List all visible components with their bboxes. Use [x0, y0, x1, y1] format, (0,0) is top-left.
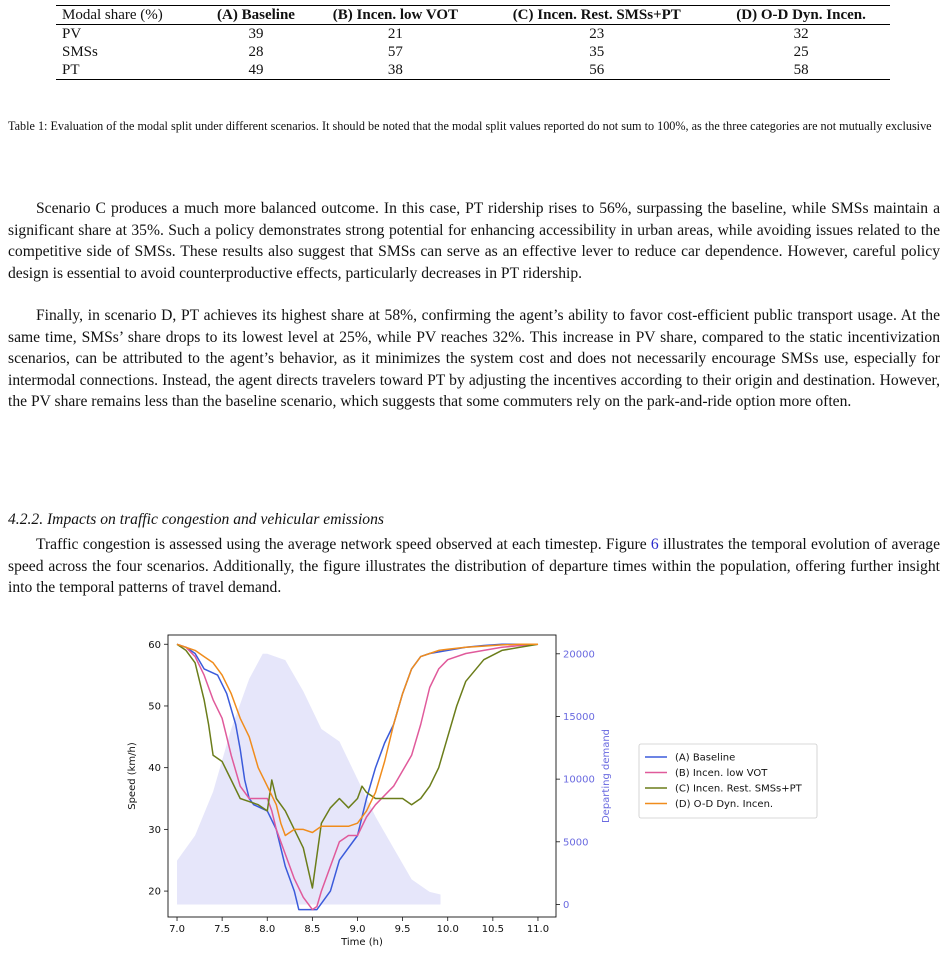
- table-cell: 56: [589, 62, 605, 78]
- table-cell: 25: [793, 44, 809, 60]
- section-heading: 4.2.2. Impacts on traffic congestion and vehicular emissions: [8, 511, 384, 528]
- y-tick-label: 30: [148, 824, 161, 836]
- legend-label: (A) Baseline: [675, 752, 736, 764]
- paragraph-text: illustrates the temporal evolution of average speed across the four scenarios. Additionally, the figure illustrates the distribution of departure times within the population, offering further insight into the temporal patterns of travel demand.: [8, 536, 940, 596]
- table-row: [56, 61, 890, 80]
- x-tick-label: 7.5: [214, 924, 231, 935]
- table-header-row: [56, 6, 890, 25]
- legend-label: (C) Incen. Rest. SMSs+PT: [675, 783, 802, 795]
- table-cell: 21: [387, 26, 403, 42]
- table-cell: 23: [589, 26, 605, 42]
- y-tick-label: 50: [148, 701, 161, 713]
- table-header-cell: (D) O-D Dyn. Incen.: [736, 7, 866, 23]
- table-cell: 28: [248, 44, 264, 60]
- chart-legend: [639, 744, 817, 818]
- table-header-cell: (C) Incen. Rest. SMSs+PT: [512, 7, 681, 23]
- x-axis-label: Time (h): [341, 937, 383, 948]
- table-cell: 57: [387, 44, 403, 60]
- table-row: [56, 43, 890, 61]
- table-cell: 49: [248, 62, 264, 78]
- table-header-cell: Modal share (%): [62, 7, 163, 23]
- table-cell: PT: [62, 62, 80, 78]
- table-cell: 58: [793, 62, 809, 78]
- table-caption: Table 1: Evaluation of the modal split under different scenarios. It should be noted that the modal split values reported do not sum to 100%, as the three categories are not mutually exclusive: [8, 119, 932, 133]
- legend-label: (B) Incen. low VOT: [675, 768, 768, 779]
- table-cell: PV: [62, 26, 82, 42]
- figure-link[interactable]: 6: [650, 536, 659, 553]
- table-header-cell: (B) Incen. low VOT: [332, 7, 459, 23]
- plot-area: [127, 635, 612, 948]
- x-tick-label: 11.0: [526, 924, 550, 935]
- y-tick-label: 60: [148, 639, 161, 651]
- table-header-cell: (A) Baseline: [217, 7, 295, 23]
- table-cell: 32: [793, 26, 809, 42]
- paragraph-scenario-c: Scenario C produces a much more balanced outcome. In this case, PT ridership rises to 56%, surpassing the baseline, while SMSs maintain a significant share at 35%. Such a policy demonstrates strong potential for enhancing accessibility in urban areas, while avoiding issues related to the competitive side of SMSs. These results also suggest that SMSs can serve as an effective lever to reduce car dependence. However, careful policy design is essential to avoid counterproductive effects, particularly decreases in PT ridership.: [8, 200, 940, 282]
- y-right-tick-label: 5000: [563, 837, 589, 849]
- paragraph-congestion: [8, 534, 940, 599]
- y-right-axis-label: Departing demand: [601, 728, 612, 824]
- table-row: [56, 25, 890, 44]
- x-tick-label: 10.0: [436, 924, 459, 935]
- y-right-tick-label: 15000: [563, 711, 595, 723]
- y-axis-label: Speed (km/h): [127, 742, 138, 810]
- legend-label: (D) O-D Dyn. Incen.: [675, 799, 774, 810]
- y-right-tick-label: 20000: [563, 649, 595, 661]
- y-tick-label: 20: [148, 886, 161, 898]
- table-cell: 39: [248, 26, 264, 42]
- table-cell: SMSs: [62, 44, 98, 60]
- x-tick-label: 10.5: [481, 924, 504, 935]
- y-right-tick-label: 0: [563, 899, 570, 911]
- paragraph-scenario-d: Finally, in scenario D, PT achieves its highest share at 58%, confirming the agent’s ability to favor cost-efficient public transport usage. At the same time, SMSs’ share drops to its lowest level at 25%, while PV reaches 32%. This increase in PV share, compared to the static incentivization scenarios, can be attributed to the agent’s behavior, as it minimizes the system cost and does not necessarily encourage SMSs use, especially for intermodal connections. Instead, the agent directs travelers toward PT by adjusting the incentives according to their origin and destination. However, the PV share remains less than the baseline scenario, which suggests that some commuters rely on the park-and-ride option more often.: [8, 307, 940, 410]
- x-tick-label: 9.5: [394, 924, 411, 935]
- y-tick-label: 40: [148, 763, 161, 775]
- modal-share-table: [56, 5, 890, 80]
- speed-chart: [110, 628, 830, 962]
- x-tick-label: 9.0: [349, 924, 366, 935]
- table-cell: 38: [387, 62, 403, 78]
- y-right-tick-label: 10000: [563, 774, 595, 786]
- table-cell: 35: [589, 44, 605, 60]
- x-tick-label: 8.5: [304, 924, 321, 935]
- demand-area: [177, 654, 440, 905]
- x-tick-label: 8.0: [259, 924, 276, 935]
- paragraph-text: Traffic congestion is assessed using the average network speed observed at each timestep. Figure: [36, 536, 651, 553]
- x-tick-label: 7.0: [169, 924, 185, 935]
